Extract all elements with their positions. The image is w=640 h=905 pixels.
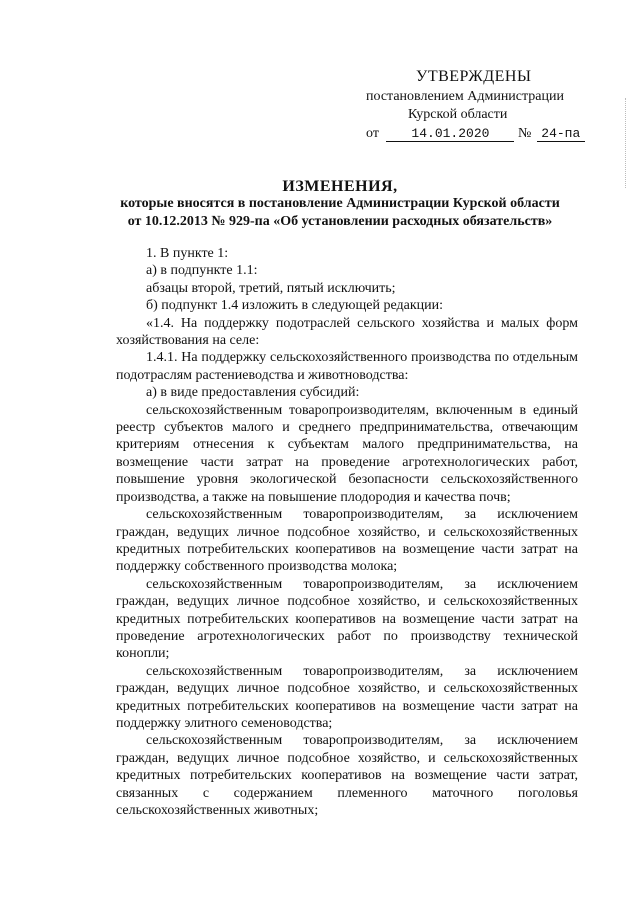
paragraph: 1.4.1. На поддержку сельскохозяйственного производства по отдельным подотраслям растениеводства и животноводства: (116, 350, 578, 383)
paragraph: а) в подпункте 1.1: (146, 263, 258, 279)
paragraph: 1. В пункте 1: (146, 246, 229, 261)
paragraph: сельскохозяйственным товаропроизводителям, за исключением граждан, ведущих личное подсобное хозяйство, и сельскохозяйственных кредитных потребительских кооперативов на возмещение части затрат на поддержку элитного семеноводства; (116, 663, 578, 731)
paragraph: абзацы второй, третий, пятый исключить; (146, 280, 396, 296)
approval-date-line (366, 125, 585, 143)
approval-line-1: постановлением Администрации (366, 89, 564, 104)
approval-number: 24-па (537, 126, 585, 142)
paragraph: сельскохозяйственным товаропроизводителям, за исключением граждан, ведущих личное подсобное хозяйство, и сельскохозяйственных кредитных потребительских кооперативов на возмещение части затрат на поддержку собственного производства молока; (116, 507, 578, 575)
document-subtitle-line-1: которые вносятся в постановление Администрации Курской области (120, 196, 560, 211)
paragraph: а) в виде предоставления субсидий: (146, 385, 360, 401)
approval-title: УТВЕРЖДЕНЫ (416, 68, 532, 85)
paragraph: сельскохозяйственным товаропроизводителям, за исключением граждан, ведущих личное подсобное хозяйство, и сельскохозяйственных кредитных потребительских кооперативов на возмещение части затрат, связанных с содержанием племенного маточного поголовья сельскохозяйственных животных; (116, 733, 578, 818)
page-edge-mark (625, 98, 627, 188)
approval-number-label: № (517, 126, 532, 141)
paragraph: б) подпункт 1.4 изложить в следующей редакции: (146, 298, 443, 314)
approval-line-2: Курской области (408, 107, 508, 122)
paragraph: «1.4. На поддержку подотраслей сельского хозяйства и малых форм хозяйствования на селе: (116, 315, 578, 349)
approval-from-label: от (366, 126, 379, 141)
document-body (116, 245, 578, 819)
paragraph: сельскохозяйственным товаропроизводителям, за исключением граждан, ведущих личное подсобное хозяйство, и сельскохозяйственных кредитных потребительских кооперативов на возмещение части затрат на проведение агротехнологических работ по производству технической конопли; (116, 576, 578, 662)
document-title: ИЗМЕНЕНИЯ, (282, 178, 398, 195)
document-subtitle-line-2: от 10.12.2013 № 929-па «Об установлении расходных обязательств» (127, 214, 553, 229)
approval-date: 14.01.2020 (386, 126, 514, 142)
paragraph: сельскохозяйственным товаропроизводителям, включенным в единый реестр субъектов малого и среднего предпринимательства, отвечающим критериям отнесения к субъектам малого предпринимательства, на возмещение части затрат на проведение агротехнологических работ, повышение уровня экологической безопасности сельскохозяйственного производства, а также на повышение плодородия и качества почв; (116, 402, 578, 505)
